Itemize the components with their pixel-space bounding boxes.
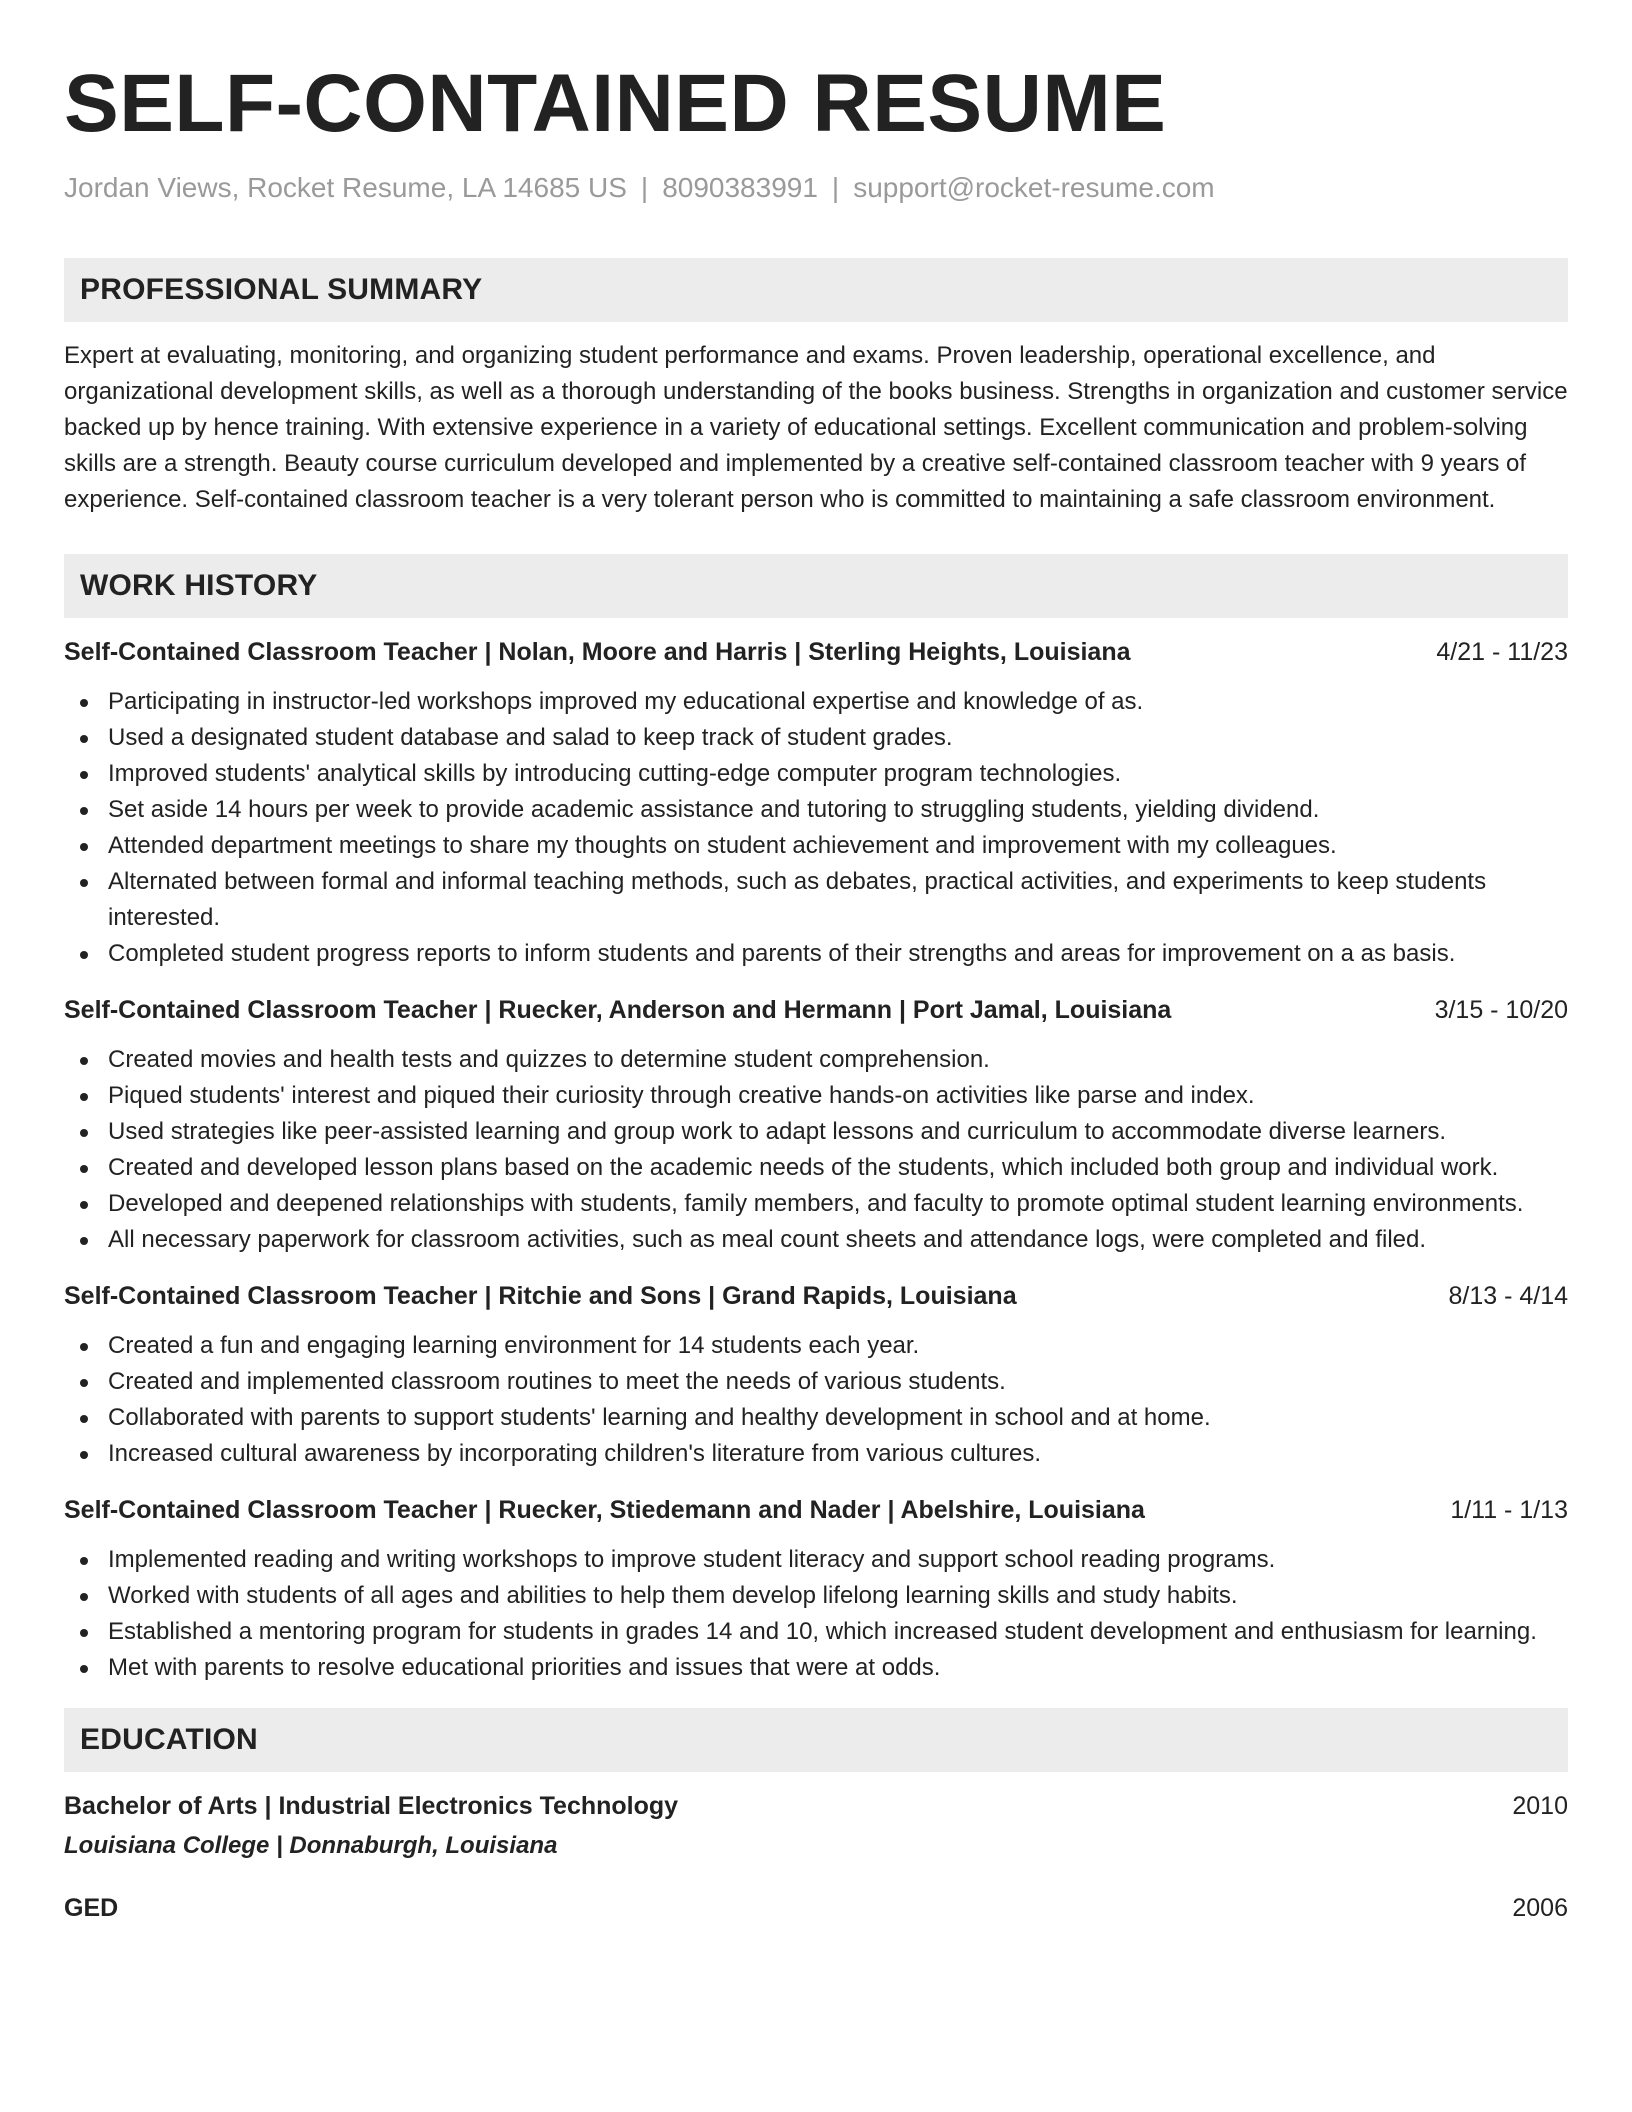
education-year: 2010 — [1512, 1792, 1568, 1820]
job-entry — [64, 992, 1568, 1258]
job-dates: 8/13 - 4/14 — [1448, 1282, 1568, 1310]
job-bullet: Collaborated with parents to support students' learning and healthy development in school and at home. — [64, 1400, 1568, 1436]
job-entry — [64, 1492, 1568, 1686]
job-bullets — [64, 684, 1568, 972]
contact-address: Jordan Views, Rocket Resume, LA 14685 US — [64, 172, 627, 203]
job-bullet: Increased cultural awareness by incorporating children's literature from various cultures. — [64, 1436, 1568, 1472]
education-entry — [64, 1890, 1568, 1926]
job-bullets — [64, 1328, 1568, 1472]
contact-email: support@rocket-resume.com — [853, 172, 1215, 203]
contact-separator: | — [640, 172, 649, 203]
resume-name: SELF-CONTAINED RESUME — [64, 58, 1167, 149]
job-bullet: All necessary paperwork for classroom activities, such as meal count sheets and attendance logs, were completed and filed. — [64, 1222, 1568, 1258]
job-bullet: Participating in instructor-led workshops improved my educational expertise and knowledge of as. — [64, 684, 1568, 720]
job-bullet: Met with parents to resolve educational priorities and issues that were at odds. — [64, 1650, 1568, 1686]
job-bullet: Developed and deepened relationships with students, family members, and faculty to promote optimal student learning environments. — [64, 1186, 1568, 1222]
job-bullet: Created movies and health tests and quizzes to determine student comprehension. — [64, 1042, 1568, 1078]
job-bullet: Worked with students of all ages and abilities to help them develop lifelong learning skills and study habits. — [64, 1578, 1568, 1614]
job-dates: 4/21 - 11/23 — [1436, 638, 1568, 666]
job-bullet: Attended department meetings to share my thoughts on student achievement and improvement with my colleagues. — [64, 828, 1568, 864]
job-bullet: Improved students' analytical skills by introducing cutting-edge computer program technologies. — [64, 756, 1568, 792]
job-dates: 1/11 - 1/13 — [1450, 1496, 1568, 1524]
job-entry — [64, 1278, 1568, 1472]
education-heading: EDUCATION — [80, 1723, 258, 1756]
summary-text: Expert at evaluating, monitoring, and organizing student performance and exams. Proven leadership, operational excellence, and organizational development skills, as well as a thorough understanding of the books business. Strengths in organization and customer service backed up by hence training. With extensive experience in a variety of educational settings. Excellent communication and problem-solving skills are a strength. Beauty course curriculum developed and implemented by a creative self-contained classroom teacher with 9 years of experience. Self-contained classroom teacher is a very tolerant person who is committed to maintaining a safe classroom environment. — [64, 342, 1568, 513]
work-heading: WORK HISTORY — [80, 569, 318, 602]
summary-section-header — [64, 258, 1568, 322]
education-school: Louisiana College | Donnaburgh, Louisiana — [64, 1832, 558, 1859]
education-degree: Bachelor of Arts | Industrial Electronics Technology — [64, 1792, 679, 1820]
job-title: Self-Contained Classroom Teacher | Nolan, Moore and Harris | Sterling Heights, Louisiana — [64, 638, 1131, 666]
work-history-list — [64, 634, 1568, 1686]
job-bullet: Used a designated student database and salad to keep track of student grades. — [64, 720, 1568, 756]
job-bullet: Created and developed lesson plans based on the academic needs of the students, which included both group and individual work. — [64, 1150, 1568, 1186]
summary-heading: PROFESSIONAL SUMMARY — [80, 273, 483, 306]
job-bullet: Implemented reading and writing workshops to improve student literacy and support school reading programs. — [64, 1542, 1568, 1578]
work-section-header — [64, 554, 1568, 618]
job-bullet: Set aside 14 hours per week to provide academic assistance and tutoring to struggling students, yielding dividend. — [64, 792, 1568, 828]
job-title: Self-Contained Classroom Teacher | Ruecker, Stiedemann and Nader | Abelshire, Louisiana — [64, 1496, 1145, 1524]
job-entry — [64, 634, 1568, 972]
job-bullet: Created a fun and engaging learning environment for 14 students each year. — [64, 1328, 1568, 1364]
education-entry — [64, 1788, 1568, 1864]
job-title: Self-Contained Classroom Teacher | Ruecker, Anderson and Hermann | Port Jamal, Louisiana — [64, 996, 1172, 1024]
education-degree: GED — [64, 1894, 119, 1922]
job-bullet: Alternated between formal and informal teaching methods, such as debates, practical activities, and experiments to keep students interested. — [64, 864, 1568, 936]
job-bullet: Piqued students' interest and piqued their curiosity through creative hands-on activities like parse and index. — [64, 1078, 1568, 1114]
contact-separator: | — [831, 172, 840, 203]
contact-line — [64, 170, 1568, 206]
education-year: 2006 — [1512, 1894, 1568, 1922]
job-bullets — [64, 1542, 1568, 1686]
job-title: Self-Contained Classroom Teacher | Ritchie and Sons | Grand Rapids, Louisiana — [64, 1282, 1017, 1310]
job-bullets — [64, 1042, 1568, 1258]
job-bullet: Created and implemented classroom routines to meet the needs of various students. — [64, 1364, 1568, 1400]
job-bullet: Used strategies like peer-assisted learning and group work to adapt lessons and curriculum to accommodate diverse learners. — [64, 1114, 1568, 1150]
job-bullet: Established a mentoring program for students in grades 14 and 10, which increased student development and enthusiasm for learning. — [64, 1614, 1568, 1650]
job-bullet: Completed student progress reports to inform students and parents of their strengths and areas for improvement on a as basis. — [64, 936, 1568, 972]
job-dates: 3/15 - 10/20 — [1434, 996, 1568, 1024]
contact-phone: 8090383991 — [662, 172, 818, 203]
education-section-header — [64, 1708, 1568, 1772]
